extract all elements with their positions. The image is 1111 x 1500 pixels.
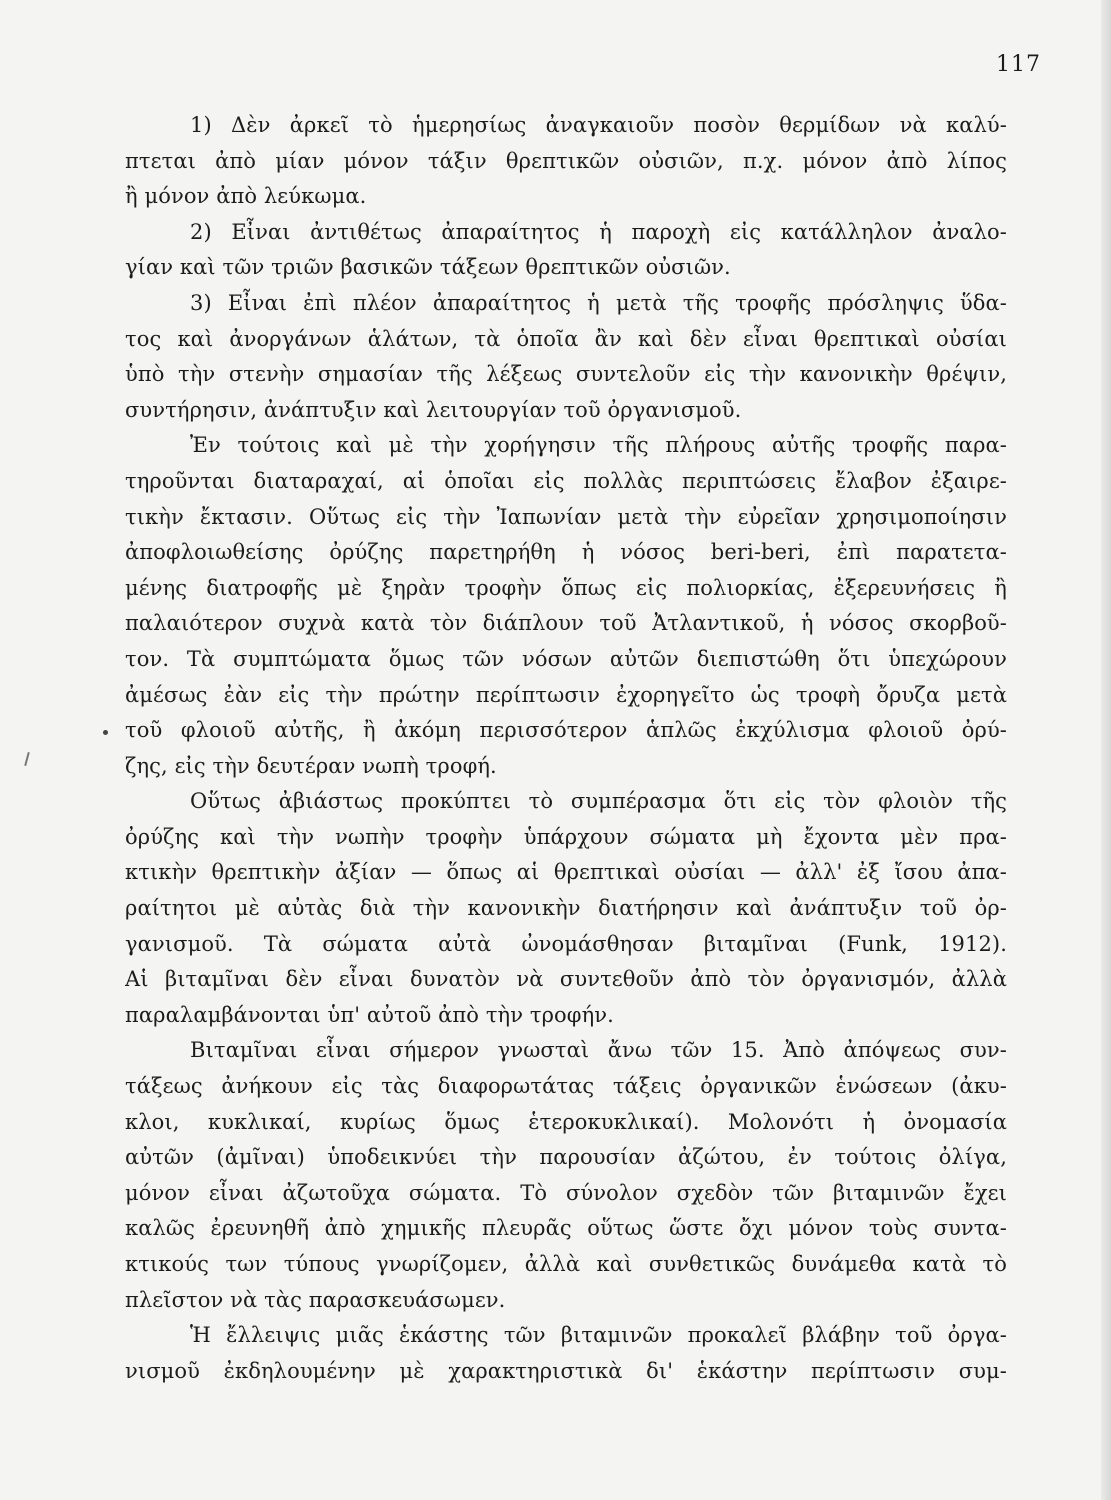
text-line: νισμοῦ ἐκδηλουμένην μὲ χαρακτηριστικὰ δι' ἑκάστην περίπτωσιν συμ- bbox=[125, 1358, 1007, 1383]
text-line: τικὴν ἔκτασιν. Οὕτως εἰς τὴν Ἰαπωνίαν μετὰ τὴν εὐρεῖαν χρησιμοποίησιν bbox=[125, 504, 1007, 529]
text-line: τον. Τὰ συμπτώματα ὅμως τῶν νόσων αὐτῶν διεπιστώθη ὅτι ὑπεχώρουν bbox=[125, 646, 1007, 671]
text-line: παλαιότερον συχνὰ κατὰ τὸν διάπλουν τοῦ Ἀτλαντικοῦ, ἡ νόσος σκορβοῦ- bbox=[125, 611, 1007, 636]
text-line: πτεται ἀπὸ μίαν μόνον τάξιν θρεπτικῶν οὐσιῶν, π.χ. μόνον ἀπὸ λίπος bbox=[125, 148, 1007, 173]
text-line: ὑπὸ τὴν στενὴν σημασίαν τῆς λέξεως συντελοῦν εἰς τὴν κανονικὴν θρέψιν, bbox=[125, 362, 1007, 387]
text-line: ραίτητοι μὲ αὐτὰς διὰ τὴν κανονικὴν διατήρησιν καὶ ἀνάπτυξιν τοῦ ὀρ- bbox=[125, 896, 1007, 921]
text-line: κτικούς των τύπους γνωρίζομεν, ἀλλὰ καὶ συνθετικῶς δυνάμεθα κατὰ τὸ bbox=[125, 1252, 1007, 1276]
text-line: πλεῖστον νὰ τὰς παρασκευάσωμεν. bbox=[125, 1287, 506, 1312]
text-line: ὀρύζης καὶ τὴν νωπὴν τροφὴν ὑπάρχουν σώματα μὴ ἔχοντα μὲν πρα- bbox=[125, 824, 1007, 849]
margin-tick bbox=[24, 752, 30, 766]
text-line: αὐτῶν (ἀμῖναι) ὑποδεικνύει τὴν παρουσίαν ἀζώτου, ἐν τούτοις ὀλίγα, bbox=[125, 1145, 1007, 1170]
margin-mark bbox=[103, 730, 108, 735]
text-line: παραλαμβάνονται ὑπ' αὐτοῦ ἀπὸ τὴν τροφήν. bbox=[125, 1002, 614, 1027]
body-text bbox=[125, 108, 1007, 1389]
text-line: κλοι, κυκλικαί, κυρίως ὅμως ἑτεροκυκλικαί). Μολονότι ἡ ὀνομασία bbox=[125, 1109, 1007, 1134]
text-line: μόνον εἶναι ἀζωτοῦχα σώματα. Τὸ σύνολον σχεδὸν τῶν βιταμινῶν ἔχει bbox=[125, 1180, 1007, 1205]
text-line: τάξεως ἀνήκουν εἰς τὰς διαφορωτάτας τάξεις ὀργανικῶν ἑνώσεων (ἀκυ- bbox=[125, 1074, 1007, 1099]
text-line: ἀμέσως ἐὰν εἰς τὴν πρώτην περίπτωσιν ἐχορηγεῖτο ὡς τροφὴ ὄρυζα μετὰ bbox=[125, 682, 1007, 707]
text-line: 2) Εἶναι ἀντιθέτως ἀπαραίτητος ἡ παροχὴ εἰς κατάλληλον ἀναλο- bbox=[190, 219, 1007, 244]
text-line: γανισμοῦ. Τὰ σώματα αὐτὰ ὠνομάσθησαν βιταμῖναι (Funk, 1912). bbox=[125, 931, 1007, 956]
text-line: συντήρησιν, ἀνάπτυξιν καὶ λειτουργίαν τοῦ ὀργανισμοῦ. bbox=[125, 397, 742, 422]
text-line: γίαν καὶ τῶν τριῶν βασικῶν τάξεων θρεπτικῶν οὐσιῶν. bbox=[125, 255, 731, 280]
text-line: καλῶς ἐρευνηθῆ ἀπὸ χημικῆς πλευρᾶς οὕτως ὥστε ὄχι μόνον τοὺς συντα- bbox=[125, 1216, 1007, 1241]
page-number: 117 bbox=[996, 52, 1041, 77]
text-line: ζης, εἰς τὴν δευτέραν νωπὴ τροφή. bbox=[125, 753, 497, 778]
text-line: Ἡ ἔλλειψις μιᾶς ἑκάστης τῶν βιταμινῶν προκαλεῖ βλάβην τοῦ ὀργα- bbox=[190, 1323, 1007, 1348]
text-line: 3) Εἶναι ἐπὶ πλέον ἀπαραίτητος ἡ μετὰ τῆς τροφῆς πρόσληψις ὕδα- bbox=[190, 290, 1007, 315]
text-line: τοῦ φλοιοῦ αὐτῆς, ἢ ἀκόμη περισσότερον ἁπλῶς ἐκχύλισμα φλοιοῦ ὀρύ- bbox=[125, 718, 1007, 743]
text-line: Βιταμῖναι εἶναι σήμερον γνωσταὶ ἄνω τῶν 15. Ἀπὸ ἀπόψεως συν- bbox=[190, 1038, 1007, 1063]
page-edge-shadow bbox=[1101, 0, 1111, 1500]
text-line: τηροῦνται διαταραχαί, αἱ ὁποῖαι εἰς πολλὰς περιπτώσεις ἔλαβον ἐξαιρε- bbox=[125, 468, 1007, 493]
text-line: Οὕτως ἀβιάστως προκύπτει τὸ συμπέρασμα ὅτι εἰς τὸν φλοιὸν τῆς bbox=[190, 789, 1007, 814]
text-line: ἢ μόνον ἀπὸ λεύκωμα. bbox=[125, 184, 367, 209]
text-line: τος καὶ ἀνοργάνων ἁλάτων, τὰ ὁποῖα ἂν καὶ δὲν εἶναι θρεπτικαὶ οὐσίαι bbox=[125, 326, 1007, 351]
text-line: 1) Δὲν ἀρκεῖ τὸ ἡμερησίως ἀναγκαιοῦν ποσὸν θερμίδων νὰ καλύ- bbox=[190, 113, 1007, 137]
text-line: μένης διατροφῆς μὲ ξηρὰν τροφὴν ὅπως εἰς πολιορκίας, ἐξερευνήσεις ἢ bbox=[125, 575, 1007, 600]
text-line: Αἱ βιταμῖναι δὲν εἶναι δυνατὸν νὰ συντεθοῦν ἀπὸ τὸν ὀργανισμόν, ἀλλὰ bbox=[125, 967, 1007, 992]
text-line: ἀποφλοιωθείσης ὀρύζης παρετηρήθη ἡ νόσος beri-beri, ἐπὶ παρατετα- bbox=[125, 540, 1007, 565]
text-line: Ἐν τούτοις καὶ μὲ τὴν χορήγησιν τῆς πλήρους αὐτῆς τροφῆς παρα- bbox=[190, 433, 1007, 458]
text-line: κτικὴν θρεπτικὴν ἀξίαν — ὅπως αἱ θρεπτικαὶ οὐσίαι — ἀλλ' ἐξ ἴσου ἀπα- bbox=[125, 860, 1007, 885]
